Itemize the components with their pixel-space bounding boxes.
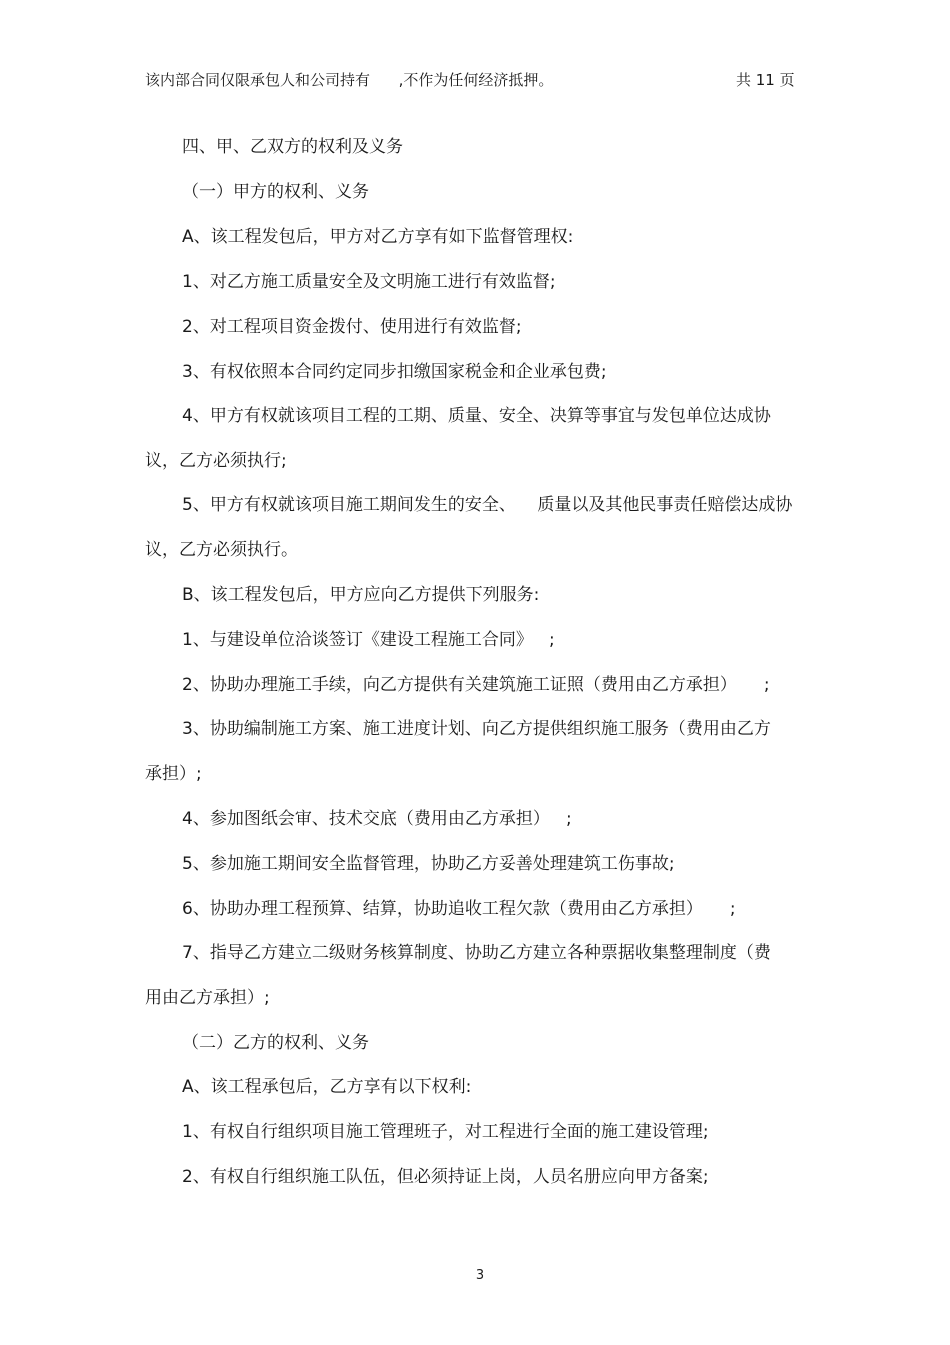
clause-item: 4、参加图纸会审、技术交底（费用由乙方承担） ; — [182, 809, 572, 829]
clause-a-heading: A、该工程承包后，乙方享有以下权利: — [182, 1077, 472, 1097]
header-total-pages: 共 11 页 — [736, 71, 795, 89]
clause-item: 6、协助办理工程预算、结算，协助追收工程欠款（费用由乙方承担） ; — [182, 899, 736, 919]
page-number: 3 — [475, 1268, 485, 1283]
clause-item: 3、有权依照本合同约定同步扣缴国家税金和企业承包费; — [182, 362, 607, 382]
clause-item-continuation: 议，乙方必须执行; — [145, 451, 287, 471]
subsection-heading-party-b: （二）乙方的权利、义务 — [182, 1033, 369, 1053]
clause-item: 5、参加施工期间安全监督管理，协助乙方妥善处理建筑工伤事故; — [182, 854, 675, 874]
clause-item: 7、指导乙方建立二级财务核算制度、协助乙方建立各种票据收集整理制度（费 — [182, 943, 771, 963]
subsection-heading-party-a: （一）甲方的权利、义务 — [182, 182, 369, 202]
clause-item-continuation: 议，乙方必须执行。 — [145, 540, 298, 560]
clause-item: 2、对工程项目资金拨付、使用进行有效监督; — [182, 317, 522, 337]
clause-b-heading: B、该工程发包后，甲方应向乙方提供下列服务: — [182, 585, 540, 605]
clause-item: 5、甲方有权就该项目施工期间发生的安全、 质量以及其他民事责任赔偿达成协 — [182, 495, 793, 515]
clause-item: 2、协助办理施工手续，向乙方提供有关建筑施工证照（费用由乙方承担） ; — [182, 675, 770, 695]
clause-item: 2、有权自行组织施工队伍，但必须持证上岗，人员名册应向甲方备案; — [182, 1167, 709, 1187]
clause-item: 1、有权自行组织项目施工管理班子，对工程进行全面的施工建设管理; — [182, 1122, 709, 1142]
clause-item: 4、甲方有权就该项目工程的工期、质量、安全、决算等事宜与发包单位达成协 — [182, 406, 771, 426]
clause-item: 3、协助编制施工方案、施工进度计划、向乙方提供组织施工服务（费用由乙方 — [182, 719, 771, 739]
clause-item: 1、对乙方施工质量安全及文明施工进行有效监督; — [182, 272, 556, 292]
clause-a-heading: A、该工程发包后，甲方对乙方享有如下监督管理权: — [182, 227, 574, 247]
clause-item-continuation: 承担）; — [145, 764, 202, 784]
section-heading-rights-obligations: 四、甲、乙双方的权利及义务 — [182, 137, 403, 157]
header-confidential-note: 该内部合同仅限承包人和公司持有 ,不作为任何经济抵押。 — [145, 71, 554, 89]
clause-item-continuation: 用由乙方承担）; — [145, 988, 270, 1008]
clause-item: 1、与建设单位洽谈签订《建设工程施工合同》 ; — [182, 630, 555, 650]
